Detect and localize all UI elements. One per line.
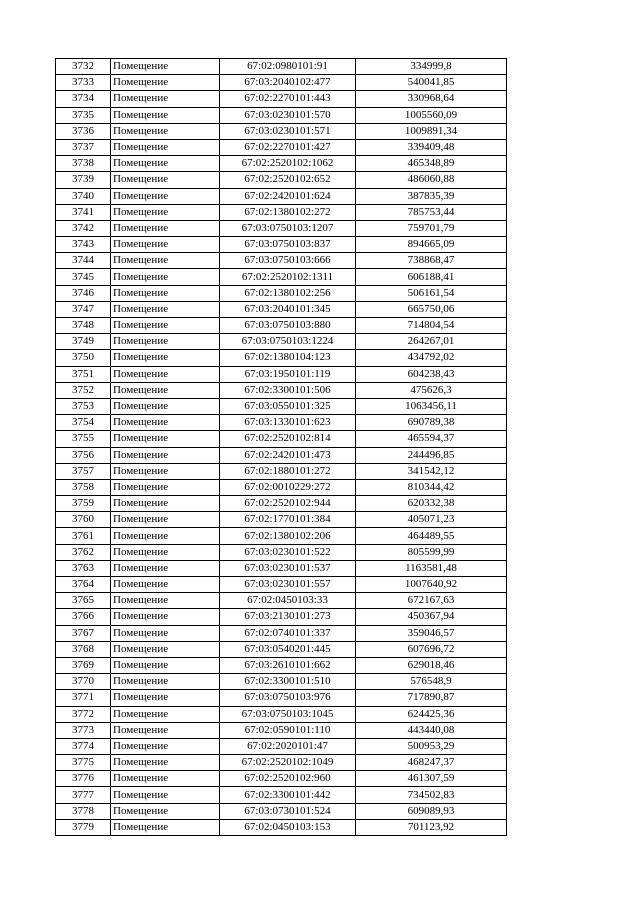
row-number-cell: 3775 bbox=[56, 755, 111, 771]
table-row bbox=[56, 544, 507, 560]
cadastral-number-cell: 67:02:2520102:1062 bbox=[220, 156, 356, 172]
cadastral-value-cell: 468247,37 bbox=[356, 755, 507, 771]
cadastral-number-cell: 67:02:2420101:473 bbox=[220, 447, 356, 463]
table-row bbox=[56, 447, 507, 463]
cadastral-number-cell: 67:03:0230101:570 bbox=[220, 107, 356, 123]
table-row bbox=[56, 318, 507, 334]
row-number-cell: 3750 bbox=[56, 350, 111, 366]
cadastral-number-cell: 67:02:2520102:944 bbox=[220, 496, 356, 512]
object-type-cell: Помещение bbox=[111, 91, 220, 107]
cadastral-number-cell: 67:02:2520102:814 bbox=[220, 431, 356, 447]
cadastral-number-cell: 67:02:2520102:1049 bbox=[220, 755, 356, 771]
cadastral-value-cell: 500953,29 bbox=[356, 738, 507, 754]
table-row bbox=[56, 398, 507, 414]
table-row bbox=[56, 107, 507, 123]
table-row bbox=[56, 722, 507, 738]
object-type-cell: Помещение bbox=[111, 318, 220, 334]
object-type-cell: Помещение bbox=[111, 59, 220, 75]
row-number-cell: 3755 bbox=[56, 431, 111, 447]
row-number-cell: 3765 bbox=[56, 593, 111, 609]
row-number-cell: 3741 bbox=[56, 204, 111, 220]
cadastral-number-cell: 67:02:2270101:427 bbox=[220, 139, 356, 155]
cadastral-value-cell: 244496,85 bbox=[356, 447, 507, 463]
row-number-cell: 3770 bbox=[56, 674, 111, 690]
object-type-cell: Помещение bbox=[111, 819, 220, 835]
row-number-cell: 3743 bbox=[56, 237, 111, 253]
object-type-cell: Помещение bbox=[111, 220, 220, 236]
cadastral-value-cell: 330968,64 bbox=[356, 91, 507, 107]
row-number-cell: 3740 bbox=[56, 188, 111, 204]
cadastral-number-cell: 67:02:0590101:110 bbox=[220, 722, 356, 738]
cadastral-number-cell: 67:03:0230101:537 bbox=[220, 560, 356, 576]
row-number-cell: 3774 bbox=[56, 738, 111, 754]
cadastral-value-cell: 334999,8 bbox=[356, 59, 507, 75]
table-row bbox=[56, 91, 507, 107]
row-number-cell: 3758 bbox=[56, 479, 111, 495]
object-type-cell: Помещение bbox=[111, 156, 220, 172]
object-type-cell: Помещение bbox=[111, 512, 220, 528]
row-number-cell: 3771 bbox=[56, 690, 111, 706]
cadastral-number-cell: 67:03:0750103:880 bbox=[220, 318, 356, 334]
object-type-cell: Помещение bbox=[111, 123, 220, 139]
cadastral-value-cell: 606188,41 bbox=[356, 269, 507, 285]
object-type-cell: Помещение bbox=[111, 334, 220, 350]
table-row bbox=[56, 690, 507, 706]
row-number-cell: 3753 bbox=[56, 398, 111, 414]
table-row bbox=[56, 463, 507, 479]
cadastral-value-cell: 341542,12 bbox=[356, 463, 507, 479]
table-row bbox=[56, 803, 507, 819]
object-type-cell: Помещение bbox=[111, 803, 220, 819]
row-number-cell: 3761 bbox=[56, 528, 111, 544]
cadastral-value-cell: 475626,3 bbox=[356, 382, 507, 398]
cadastral-number-cell: 67:03:2040101:345 bbox=[220, 301, 356, 317]
object-type-cell: Помещение bbox=[111, 253, 220, 269]
object-type-cell: Помещение bbox=[111, 625, 220, 641]
row-number-cell: 3736 bbox=[56, 123, 111, 139]
cadastral-value-cell: 810344,42 bbox=[356, 479, 507, 495]
cadastral-value-cell: 624425,36 bbox=[356, 706, 507, 722]
row-number-cell: 3732 bbox=[56, 59, 111, 75]
table-body bbox=[56, 59, 507, 836]
table-row bbox=[56, 657, 507, 673]
row-number-cell: 3745 bbox=[56, 269, 111, 285]
object-type-cell: Помещение bbox=[111, 771, 220, 787]
cadastral-number-cell: 67:02:2270101:443 bbox=[220, 91, 356, 107]
table-row bbox=[56, 188, 507, 204]
cadastral-number-cell: 67:02:1380102:272 bbox=[220, 204, 356, 220]
table-row bbox=[56, 285, 507, 301]
table-row bbox=[56, 366, 507, 382]
cadastral-value-cell: 576548,9 bbox=[356, 674, 507, 690]
cadastral-number-cell: 67:03:0230101:571 bbox=[220, 123, 356, 139]
cadastral-value-cell: 805599,99 bbox=[356, 544, 507, 560]
object-type-cell: Помещение bbox=[111, 722, 220, 738]
row-number-cell: 3744 bbox=[56, 253, 111, 269]
object-type-cell: Помещение bbox=[111, 75, 220, 91]
row-number-cell: 3748 bbox=[56, 318, 111, 334]
cadastral-value-cell: 894665,09 bbox=[356, 237, 507, 253]
cadastral-value-cell: 540041,85 bbox=[356, 75, 507, 91]
table-row bbox=[56, 156, 507, 172]
cadastral-number-cell: 67:02:2020101:47 bbox=[220, 738, 356, 754]
cadastral-number-cell: 67:02:1380102:256 bbox=[220, 285, 356, 301]
table-row bbox=[56, 496, 507, 512]
table-row bbox=[56, 415, 507, 431]
row-number-cell: 3764 bbox=[56, 577, 111, 593]
object-type-cell: Помещение bbox=[111, 560, 220, 576]
cadastral-value-cell: 464489,55 bbox=[356, 528, 507, 544]
table-row bbox=[56, 479, 507, 495]
table-row bbox=[56, 172, 507, 188]
object-type-cell: Помещение bbox=[111, 706, 220, 722]
cadastral-value-cell: 1007640,92 bbox=[356, 577, 507, 593]
cadastral-number-cell: 67:02:3300101:442 bbox=[220, 787, 356, 803]
cadastral-value-cell: 264267,01 bbox=[356, 334, 507, 350]
cadastral-value-cell: 1005560,09 bbox=[356, 107, 507, 123]
object-type-cell: Помещение bbox=[111, 496, 220, 512]
object-type-cell: Помещение bbox=[111, 431, 220, 447]
cadastral-number-cell: 67:02:1380104:123 bbox=[220, 350, 356, 366]
cadastral-number-cell: 67:02:2420101:624 bbox=[220, 188, 356, 204]
cadastral-value-cell: 690789,38 bbox=[356, 415, 507, 431]
cadastral-number-cell: 67:03:0540201:445 bbox=[220, 641, 356, 657]
cadastral-number-cell: 67:02:0450103:153 bbox=[220, 819, 356, 835]
table-row bbox=[56, 738, 507, 754]
table-row bbox=[56, 755, 507, 771]
table-row bbox=[56, 787, 507, 803]
table-row bbox=[56, 269, 507, 285]
cadastral-value-cell: 714804,54 bbox=[356, 318, 507, 334]
cadastral-number-cell: 67:03:0750103:1045 bbox=[220, 706, 356, 722]
cadastral-number-cell: 67:03:0230101:557 bbox=[220, 577, 356, 593]
table-row bbox=[56, 528, 507, 544]
cadastral-number-cell: 67:03:0750103:666 bbox=[220, 253, 356, 269]
table-row bbox=[56, 577, 507, 593]
cadastral-value-cell: 339409,48 bbox=[356, 139, 507, 155]
cadastral-value-cell: 629018,46 bbox=[356, 657, 507, 673]
cadastral-value-cell: 672167,63 bbox=[356, 593, 507, 609]
object-type-cell: Помещение bbox=[111, 657, 220, 673]
object-type-cell: Помещение bbox=[111, 609, 220, 625]
table-row bbox=[56, 220, 507, 236]
cadastral-number-cell: 67:02:3300101:510 bbox=[220, 674, 356, 690]
table-row bbox=[56, 350, 507, 366]
cadastral-value-cell: 1063456,11 bbox=[356, 398, 507, 414]
object-type-cell: Помещение bbox=[111, 447, 220, 463]
cadastral-value-cell: 734502,83 bbox=[356, 787, 507, 803]
row-number-cell: 3777 bbox=[56, 787, 111, 803]
row-number-cell: 3749 bbox=[56, 334, 111, 350]
object-type-cell: Помещение bbox=[111, 172, 220, 188]
row-number-cell: 3733 bbox=[56, 75, 111, 91]
cadastral-value-cell: 1163581,48 bbox=[356, 560, 507, 576]
cadastral-number-cell: 67:02:0010229:272 bbox=[220, 479, 356, 495]
row-number-cell: 3759 bbox=[56, 496, 111, 512]
object-type-cell: Помещение bbox=[111, 641, 220, 657]
table-row bbox=[56, 237, 507, 253]
object-type-cell: Помещение bbox=[111, 269, 220, 285]
cadastral-number-cell: 67:03:0730101:524 bbox=[220, 803, 356, 819]
table-row bbox=[56, 301, 507, 317]
object-type-cell: Помещение bbox=[111, 237, 220, 253]
row-number-cell: 3768 bbox=[56, 641, 111, 657]
row-number-cell: 3779 bbox=[56, 819, 111, 835]
cadastral-value-cell: 450367,94 bbox=[356, 609, 507, 625]
table-row bbox=[56, 123, 507, 139]
table-row bbox=[56, 253, 507, 269]
object-type-cell: Помещение bbox=[111, 139, 220, 155]
cadastral-number-cell: 67:02:2520102:1311 bbox=[220, 269, 356, 285]
cadastral-value-cell: 465348,89 bbox=[356, 156, 507, 172]
object-type-cell: Помещение bbox=[111, 755, 220, 771]
row-number-cell: 3773 bbox=[56, 722, 111, 738]
cadastral-value-cell: 665750,06 bbox=[356, 301, 507, 317]
object-type-cell: Помещение bbox=[111, 593, 220, 609]
object-type-cell: Помещение bbox=[111, 415, 220, 431]
row-number-cell: 3751 bbox=[56, 366, 111, 382]
row-number-cell: 3739 bbox=[56, 172, 111, 188]
object-type-cell: Помещение bbox=[111, 674, 220, 690]
cadastral-value-cell: 717890,87 bbox=[356, 690, 507, 706]
cadastral-value-cell: 604238,43 bbox=[356, 366, 507, 382]
row-number-cell: 3778 bbox=[56, 803, 111, 819]
table-row bbox=[56, 593, 507, 609]
cadastral-number-cell: 67:03:2610101:662 bbox=[220, 657, 356, 673]
cadastral-number-cell: 67:02:0740101:337 bbox=[220, 625, 356, 641]
object-type-cell: Помещение bbox=[111, 382, 220, 398]
row-number-cell: 3734 bbox=[56, 91, 111, 107]
table-row bbox=[56, 431, 507, 447]
row-number-cell: 3757 bbox=[56, 463, 111, 479]
table-row bbox=[56, 204, 507, 220]
table-row bbox=[56, 512, 507, 528]
object-type-cell: Помещение bbox=[111, 204, 220, 220]
cadastral-value-cell: 506161,54 bbox=[356, 285, 507, 301]
object-type-cell: Помещение bbox=[111, 577, 220, 593]
table-row bbox=[56, 139, 507, 155]
row-number-cell: 3766 bbox=[56, 609, 111, 625]
object-type-cell: Помещение bbox=[111, 285, 220, 301]
cadastral-number-cell: 67:02:1880101:272 bbox=[220, 463, 356, 479]
cadastral-number-cell: 67:02:3300101:506 bbox=[220, 382, 356, 398]
cadastral-value-cell: 609089,93 bbox=[356, 803, 507, 819]
table-row bbox=[56, 706, 507, 722]
cadastral-number-cell: 67:03:1950101:119 bbox=[220, 366, 356, 382]
cadastral-value-cell: 620332,38 bbox=[356, 496, 507, 512]
cadastral-number-cell: 67:03:0230101:522 bbox=[220, 544, 356, 560]
cadastral-value-cell: 405071,23 bbox=[356, 512, 507, 528]
row-number-cell: 3742 bbox=[56, 220, 111, 236]
object-type-cell: Помещение bbox=[111, 738, 220, 754]
cadastral-number-cell: 67:02:2520102:960 bbox=[220, 771, 356, 787]
object-type-cell: Помещение bbox=[111, 188, 220, 204]
object-type-cell: Помещение bbox=[111, 544, 220, 560]
cadastral-number-cell: 67:02:1380102:206 bbox=[220, 528, 356, 544]
object-type-cell: Помещение bbox=[111, 301, 220, 317]
table-row bbox=[56, 641, 507, 657]
cadastral-value-cell: 1009891,34 bbox=[356, 123, 507, 139]
cadastral-value-cell: 359046,57 bbox=[356, 625, 507, 641]
row-number-cell: 3754 bbox=[56, 415, 111, 431]
cadastral-value-cell: 785753,44 bbox=[356, 204, 507, 220]
row-number-cell: 3760 bbox=[56, 512, 111, 528]
cadastral-number-cell: 67:03:0750103:976 bbox=[220, 690, 356, 706]
row-number-cell: 3772 bbox=[56, 706, 111, 722]
cadastral-number-cell: 67:02:0980101:91 bbox=[220, 59, 356, 75]
table-row bbox=[56, 382, 507, 398]
table-row bbox=[56, 674, 507, 690]
cadastral-number-cell: 67:02:2520102:652 bbox=[220, 172, 356, 188]
table-row bbox=[56, 609, 507, 625]
cadastral-value-cell: 701123,92 bbox=[356, 819, 507, 835]
cadastral-number-cell: 67:03:1330101:623 bbox=[220, 415, 356, 431]
cadastral-value-cell: 738868,47 bbox=[356, 253, 507, 269]
object-type-cell: Помещение bbox=[111, 350, 220, 366]
table-row bbox=[56, 75, 507, 91]
row-number-cell: 3737 bbox=[56, 139, 111, 155]
row-number-cell: 3747 bbox=[56, 301, 111, 317]
row-number-cell: 3769 bbox=[56, 657, 111, 673]
cadastral-value-cell: 607696,72 bbox=[356, 641, 507, 657]
cadastral-value-cell: 486060,88 bbox=[356, 172, 507, 188]
row-number-cell: 3763 bbox=[56, 560, 111, 576]
row-number-cell: 3738 bbox=[56, 156, 111, 172]
table-row bbox=[56, 625, 507, 641]
object-type-cell: Помещение bbox=[111, 463, 220, 479]
table-row bbox=[56, 771, 507, 787]
cadastral-value-cell: 443440,08 bbox=[356, 722, 507, 738]
cadastral-number-cell: 67:02:0450103:33 bbox=[220, 593, 356, 609]
cadastral-number-cell: 67:03:0750103:837 bbox=[220, 237, 356, 253]
cadastral-number-cell: 67:03:0750103:1224 bbox=[220, 334, 356, 350]
object-type-cell: Помещение bbox=[111, 528, 220, 544]
cadastral-value-cell: 387835,39 bbox=[356, 188, 507, 204]
row-number-cell: 3756 bbox=[56, 447, 111, 463]
cadastral-value-cell: 434792,02 bbox=[356, 350, 507, 366]
row-number-cell: 3776 bbox=[56, 771, 111, 787]
row-number-cell: 3752 bbox=[56, 382, 111, 398]
object-type-cell: Помещение bbox=[111, 690, 220, 706]
cadastral-value-cell: 461307,59 bbox=[356, 771, 507, 787]
row-number-cell: 3746 bbox=[56, 285, 111, 301]
table-row bbox=[56, 560, 507, 576]
table-row bbox=[56, 334, 507, 350]
object-type-cell: Помещение bbox=[111, 398, 220, 414]
cadastral-value-cell: 465594,37 bbox=[356, 431, 507, 447]
row-number-cell: 3767 bbox=[56, 625, 111, 641]
cadastral-number-cell: 67:03:0550101:325 bbox=[220, 398, 356, 414]
cadastral-value-table bbox=[55, 58, 507, 836]
table-row bbox=[56, 819, 507, 835]
object-type-cell: Помещение bbox=[111, 787, 220, 803]
cadastral-number-cell: 67:03:2130101:273 bbox=[220, 609, 356, 625]
object-type-cell: Помещение bbox=[111, 107, 220, 123]
table-row bbox=[56, 59, 507, 75]
object-type-cell: Помещение bbox=[111, 366, 220, 382]
row-number-cell: 3762 bbox=[56, 544, 111, 560]
object-type-cell: Помещение bbox=[111, 479, 220, 495]
cadastral-number-cell: 67:02:1770101:384 bbox=[220, 512, 356, 528]
cadastral-number-cell: 67:03:2040102:477 bbox=[220, 75, 356, 91]
cadastral-number-cell: 67:03:0750103:1207 bbox=[220, 220, 356, 236]
cadastral-value-cell: 759701,79 bbox=[356, 220, 507, 236]
row-number-cell: 3735 bbox=[56, 107, 111, 123]
